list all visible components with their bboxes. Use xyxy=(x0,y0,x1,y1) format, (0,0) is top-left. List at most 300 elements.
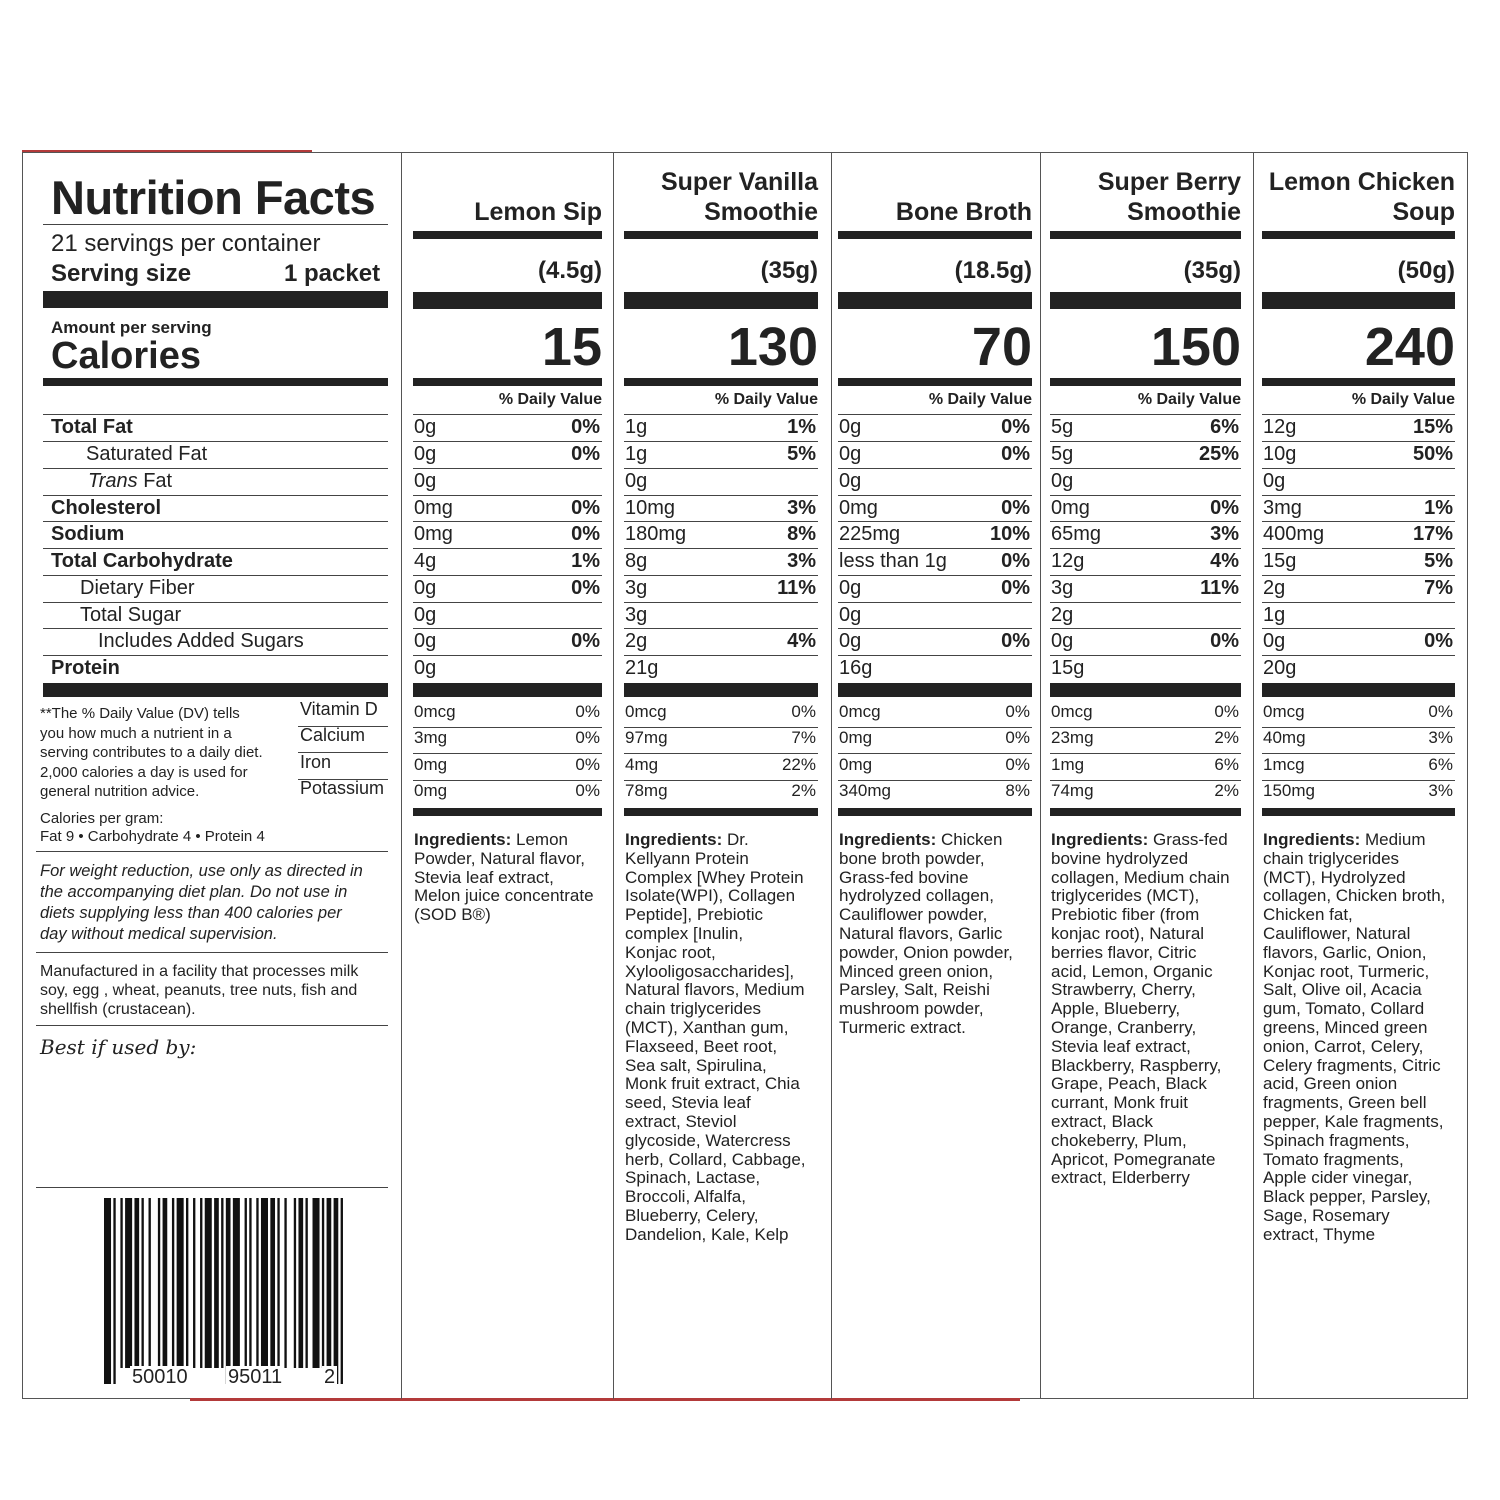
product-2-vitamin-percent: 22% xyxy=(781,755,816,774)
product-4-ingredients-line: chokeberry, Plum, xyxy=(1051,1130,1187,1150)
product-5-amount: 2g xyxy=(1263,577,1286,599)
product-1-protein-rule xyxy=(413,683,602,697)
product-5-name-line-2: Soup xyxy=(1392,198,1455,226)
row-divider xyxy=(43,495,388,496)
product-5-row-divider xyxy=(1262,495,1455,496)
product-4-amount: 0g xyxy=(1051,470,1074,492)
product-1-row-divider xyxy=(413,628,602,629)
row-divider xyxy=(43,655,388,656)
column-divider xyxy=(401,152,402,1399)
product-4-amount: 5g xyxy=(1051,416,1074,438)
product-4-ingredients-line: Strawberry, Cherry, xyxy=(1051,980,1196,1000)
product-4-row-divider xyxy=(1050,575,1241,576)
nutrient-label-total-fat: Total Fat xyxy=(51,416,133,438)
product-3-serving: (18.5g) xyxy=(954,257,1032,284)
product-4-vitamin-percent: 0% xyxy=(1214,702,1239,721)
product-4-ingredients-line: triglycerides (MCT), xyxy=(1051,886,1200,906)
product-2-ingredients xyxy=(625,831,819,1245)
product-2-ingredients-line: complex [Inulin, xyxy=(625,923,744,943)
product-2-row-divider xyxy=(624,548,818,549)
product-4-percent: 25% xyxy=(1198,443,1239,465)
product-3-amount: 0g xyxy=(839,416,862,438)
product-2-ingredients-line: Dandelion, Kale, Kelp xyxy=(625,1224,789,1244)
product-5-row-divider xyxy=(1262,414,1455,415)
product-4-amount: 5g xyxy=(1051,443,1074,465)
product-1-vitamin-amount: 0mg xyxy=(414,781,448,800)
row-divider xyxy=(43,441,388,442)
product-4-percent: 4% xyxy=(1210,550,1239,572)
product-4-vitamin-amount: 1mg xyxy=(1051,755,1085,774)
product-4-ingredients xyxy=(1051,831,1242,1188)
product-5-percent: 15% xyxy=(1412,416,1453,438)
product-4-ingredients-line: Orange, Cranberry, xyxy=(1051,1017,1197,1037)
product-5-vitamin-percent: 3% xyxy=(1428,728,1453,747)
product-4-vitamin-amount: 0mcg xyxy=(1051,702,1093,721)
dv-note-line: you how much a nutrient in a xyxy=(40,724,232,742)
product-1-percent: 1% xyxy=(571,550,600,572)
product-3-name-line-2: Bone Broth xyxy=(895,198,1032,226)
barcode-bar xyxy=(245,1198,247,1368)
product-2-vitamin-amount: 97mg xyxy=(625,728,668,747)
product-5-name-rule xyxy=(1262,231,1455,239)
nutrient-label-saturated-fat: Saturated Fat xyxy=(86,443,208,465)
product-5-amount: 12g xyxy=(1263,416,1297,438)
product-2-amount: 1g xyxy=(625,416,648,438)
product-1-percent: 0% xyxy=(571,630,600,652)
product-5-ingredients-line: Spinach fragments, xyxy=(1263,1130,1410,1150)
product-3-row-divider xyxy=(838,548,1032,549)
barcode-image xyxy=(104,1198,350,1388)
product-2-amount: 3g xyxy=(625,577,648,599)
nutrient-label-includes-added-sugars: Includes Added Sugars xyxy=(98,630,304,652)
allergen-line: Manufactured in a facility that processes milk xyxy=(40,963,359,980)
product-3-calories: 70 xyxy=(971,317,1032,377)
product-2-ingredients-line: Broccoli, Alfalfa, xyxy=(625,1187,746,1207)
product-2-percent: 3% xyxy=(787,550,816,572)
product-2-row-divider xyxy=(624,628,818,629)
product-4-vitamin-rule xyxy=(1050,808,1241,816)
product-1-amount: 0g xyxy=(414,443,437,465)
product-5-ingredients-line: gum, Tomato, Collard xyxy=(1263,999,1425,1019)
product-5-percent: 0% xyxy=(1424,630,1453,652)
product-3-ingredients-line: Minced green onion, xyxy=(839,961,994,981)
product-4-ingredients-line: Stevia leaf extract, xyxy=(1051,1036,1191,1056)
barcode-bar xyxy=(256,1198,258,1368)
product-5-amount: 0g xyxy=(1263,470,1286,492)
product-5-ingredients-line: flavors, Garlic, Onion, xyxy=(1263,942,1427,962)
product-5-ingredients-line: extract, Thyme xyxy=(1263,1224,1376,1244)
product-2-ingredients-line: Complex [Whey Protein xyxy=(625,867,804,887)
product-5-vitamin-rule xyxy=(1262,808,1455,816)
nutrient-label-trans-fat: Trans Fat xyxy=(88,470,173,492)
product-1-amount: 0mg xyxy=(414,497,453,519)
product-5-ingredients-line: chain triglycerides xyxy=(1263,848,1400,868)
divider xyxy=(36,952,388,953)
product-5-serving-rule xyxy=(1262,292,1455,309)
barcode-bar xyxy=(313,1198,320,1368)
barcode-bar xyxy=(200,1198,202,1368)
barcode-bar xyxy=(134,1198,139,1368)
product-2-vitamin-amount: 78mg xyxy=(625,781,668,800)
product-4-vitamin-amount: 23mg xyxy=(1051,728,1094,747)
product-2-amount: 10mg xyxy=(625,497,676,519)
product-1-row-divider xyxy=(413,441,602,442)
barcode-bar xyxy=(120,1198,122,1368)
product-5-amount: 1g xyxy=(1263,604,1286,626)
product-4-percent: 6% xyxy=(1210,416,1239,438)
product-1-ingredients-line: Stevia leaf extract, xyxy=(414,867,554,887)
product-4-amount: 15g xyxy=(1051,657,1085,679)
product-3-amount: 16g xyxy=(839,657,873,679)
product-3-ingredients xyxy=(839,831,1033,1038)
product-3-amount: 0g xyxy=(839,630,862,652)
product-3-row-divider xyxy=(838,414,1032,415)
product-1-ingredients xyxy=(414,831,603,925)
product-4-row-divider xyxy=(1050,521,1241,522)
product-3-percent: 0% xyxy=(1001,630,1030,652)
product-2-percent: 8% xyxy=(787,523,816,545)
product-1-amount: 4g xyxy=(414,550,437,572)
column-divider xyxy=(1040,152,1041,1399)
product-2-ingredients-line: Isolate(WPI), Collagen xyxy=(625,886,796,906)
amount-per-serving: Amount per serving xyxy=(51,318,212,337)
product-4-name-line-1: Super Berry xyxy=(1097,168,1241,196)
thick-divider xyxy=(43,683,388,697)
product-4-ingredients-line: berries flavor, Citric xyxy=(1051,942,1197,962)
product-4-amount: 0g xyxy=(1051,630,1074,652)
barcode-bar xyxy=(186,1198,188,1368)
product-2-row-divider xyxy=(624,521,818,522)
nutrient-label-sodium: Sodium xyxy=(51,523,125,545)
product-5-percent: 17% xyxy=(1412,523,1453,545)
product-2-row-divider xyxy=(624,441,818,442)
product-5-ingredients-line: greens, Minced green xyxy=(1263,1017,1428,1037)
product-5-percent: 1% xyxy=(1424,497,1453,519)
product-3-vitamin-amount: 0mcg xyxy=(839,702,881,721)
product-2-name-line-1: Super Vanilla xyxy=(660,168,818,196)
barcode-bar xyxy=(104,1198,111,1384)
product-3-vitamin-amount: 0mg xyxy=(839,755,873,774)
product-3-percent: 0% xyxy=(1001,497,1030,519)
product-2-dv-header: % Daily Value xyxy=(714,391,818,408)
product-1-name-rule xyxy=(413,231,602,239)
barcode-digits-2: 95011 xyxy=(228,1366,283,1388)
product-2-percent: 11% xyxy=(777,577,816,599)
product-4-row-divider xyxy=(1050,468,1241,469)
barcode-bar xyxy=(113,1198,115,1384)
product-2-row-divider xyxy=(624,468,818,469)
product-4-ingredients-line: extract, Black xyxy=(1051,1111,1154,1131)
dv-note-line: serving contributes to a daily diet. xyxy=(40,744,263,761)
product-4-ingredients-line: acid, Lemon, Organic xyxy=(1051,961,1213,981)
product-3-percent: 0% xyxy=(1001,577,1030,599)
best-if-used-by: Best if used by: xyxy=(40,1035,197,1059)
product-3-row-divider xyxy=(838,575,1032,576)
product-1-ingredients-line: Powder, Natural flavor, xyxy=(414,848,586,868)
barcode-bar xyxy=(163,1198,168,1368)
product-3-ingredients-line: Natural flavors, Garlic xyxy=(839,923,1003,943)
product-3-vitamin-amount: 340mg xyxy=(839,781,891,800)
product-3-ingredients-line: Ingredients: Chicken xyxy=(839,830,1003,849)
product-4-ingredients-line: bovine hydrolyzed xyxy=(1051,848,1189,868)
nutrient-label-dietary-fiber: Dietary Fiber xyxy=(80,577,195,599)
product-4-ingredients-line: extract, Elderberry xyxy=(1051,1168,1190,1188)
product-4-serving-rule xyxy=(1050,292,1241,309)
product-1-ingredients-line: (SOD B®) xyxy=(414,905,491,925)
product-2-vitamin-divider xyxy=(624,753,818,754)
product-4-ingredients-line: konjac root), Natural xyxy=(1051,923,1205,943)
product-3-row-divider xyxy=(838,468,1032,469)
product-2-ingredients-line: Spinach, Lactase, xyxy=(625,1168,761,1188)
product-2-percent: 5% xyxy=(787,443,816,465)
barcode-digits-1: 50010 xyxy=(132,1366,188,1388)
product-2-percent: 1% xyxy=(787,416,816,438)
barcode-bar xyxy=(249,1198,251,1368)
product-3-ingredients-line: Turmeric extract. xyxy=(839,1017,966,1037)
product-3-amount: 0g xyxy=(839,470,862,492)
nutrient-label-cholesterol: Cholesterol xyxy=(51,497,162,519)
product-2-vitamin-percent: 2% xyxy=(791,781,816,800)
product-3-vitamin-percent: 0% xyxy=(1005,755,1030,774)
row-divider xyxy=(43,602,388,603)
divider xyxy=(36,1025,388,1026)
product-1-vitamin-rule xyxy=(413,808,602,816)
product-4-percent: 3% xyxy=(1210,523,1239,545)
product-2-ingredients-line: Flaxseed, Beet root, xyxy=(625,1036,778,1056)
product-5-ingredients-line: fragments, Green bell xyxy=(1263,1093,1427,1113)
product-4-dv-header: % Daily Value xyxy=(1137,391,1241,408)
product-3-amount: 0g xyxy=(839,443,862,465)
barcode-bar xyxy=(284,1198,286,1368)
product-4-ingredients-line: collagen, Medium chain xyxy=(1051,867,1230,887)
product-1-ingredients-line: Ingredients: Lemon xyxy=(414,830,568,849)
product-4-amount: 3g xyxy=(1051,577,1074,599)
product-5-ingredients-line: Cauliflower, Natural xyxy=(1263,923,1411,943)
product-5-ingredients-line: pepper, Kale fragments, xyxy=(1263,1111,1444,1131)
barcode-bar xyxy=(233,1198,240,1368)
product-3-calories-rule xyxy=(838,378,1032,386)
product-1-row-divider xyxy=(413,655,602,656)
product-2-row-divider xyxy=(624,414,818,415)
product-4-amount: 65mg xyxy=(1051,523,1102,545)
product-4-ingredients-line: Prebiotic fiber (from xyxy=(1051,905,1200,925)
barcode-bar xyxy=(322,1198,324,1368)
product-5-vitamin-divider xyxy=(1262,753,1455,754)
product-1-row-divider xyxy=(413,468,602,469)
product-5-ingredients-line: Celery fragments, Citric xyxy=(1263,1055,1441,1075)
product-1-vitamin-amount: 3mg xyxy=(414,728,448,747)
barcode-bar xyxy=(214,1198,219,1368)
weight-note-line: day without medical supervision. xyxy=(40,925,278,943)
product-4-ingredients-line: Apple, Blueberry, xyxy=(1051,999,1181,1019)
column-divider xyxy=(831,152,832,1399)
product-2-percent: 4% xyxy=(787,630,816,652)
product-5-vitamin-amount: 150mg xyxy=(1263,781,1315,800)
product-3-amount: less than 1g xyxy=(839,550,947,572)
product-1-row-divider xyxy=(413,521,602,522)
product-1-vitamin-percent: 0% xyxy=(575,781,600,800)
row-divider xyxy=(43,548,388,549)
product-5-ingredients-line: Salt, Olive oil, Acacia xyxy=(1263,980,1422,1000)
product-5-ingredients-line: Black pepper, Parsley, xyxy=(1263,1187,1431,1207)
product-4-vitamin-amount: 74mg xyxy=(1051,781,1094,800)
product-3-ingredients-line: Cauliflower powder, xyxy=(839,905,988,925)
product-1-amount: 0g xyxy=(414,416,437,438)
product-3-vitamin-percent: 8% xyxy=(1005,781,1030,800)
product-5-vitamin-amount: 1mcg xyxy=(1263,755,1305,774)
column-divider xyxy=(1253,152,1254,1399)
product-5-row-divider xyxy=(1262,602,1455,603)
product-2-vitamin-rule xyxy=(624,808,818,816)
product-4-row-divider xyxy=(1050,628,1241,629)
barcode-bar xyxy=(141,1198,143,1368)
product-3-vitamin-percent: 0% xyxy=(1005,728,1030,747)
product-5-protein-rule xyxy=(1262,683,1455,697)
product-2-amount: 1g xyxy=(625,443,648,465)
barcode-bar xyxy=(298,1198,303,1368)
product-3-vitamin-rule xyxy=(838,808,1032,816)
product-3-ingredients-line: hydrolyzed collagen, xyxy=(839,886,994,906)
product-5-row-divider xyxy=(1262,521,1455,522)
product-4-vitamin-divider xyxy=(1050,753,1241,754)
barcode-bar xyxy=(149,1198,151,1368)
product-5-vitamin-percent: 3% xyxy=(1428,781,1453,800)
product-2-ingredients-line: Konjac root, xyxy=(625,942,716,962)
product-1-vitamin-amount: 0mg xyxy=(414,755,448,774)
product-5-amount: 0g xyxy=(1263,630,1286,652)
product-4-row-divider xyxy=(1050,548,1241,549)
product-2-ingredients-line: extract, Steviol xyxy=(625,1111,737,1131)
product-1-row-divider xyxy=(413,495,602,496)
product-4-vitamin-percent: 2% xyxy=(1214,781,1239,800)
product-1-row-divider xyxy=(413,548,602,549)
product-1-amount: 0g xyxy=(414,604,437,626)
product-1-amount: 0g xyxy=(414,657,437,679)
product-2-ingredients-line: Sea salt, Spirulina, xyxy=(625,1055,767,1075)
product-5-row-divider xyxy=(1262,468,1455,469)
product-5-row-divider xyxy=(1262,441,1455,442)
product-3-row-divider xyxy=(838,495,1032,496)
product-4-vitamin-percent: 2% xyxy=(1214,728,1239,747)
product-5-calories-rule xyxy=(1262,378,1455,386)
dv-note-line: **The % Daily Value (DV) tells xyxy=(40,705,240,722)
product-2-ingredients-line: herb, Collard, Cabbage, xyxy=(625,1149,806,1169)
product-2-calories: 130 xyxy=(727,317,818,377)
product-2-row-divider xyxy=(624,575,818,576)
product-1-serving: (4.5g) xyxy=(537,257,602,284)
product-4-amount: 12g xyxy=(1051,550,1085,572)
product-3-row-divider xyxy=(838,655,1032,656)
product-3-row-divider xyxy=(838,441,1032,442)
weight-note-line: diets supplying less than 400 calories per xyxy=(40,904,342,922)
product-3-ingredients-line: Grass-fed bovine xyxy=(839,867,969,887)
product-5-ingredients-line: Chicken fat, xyxy=(1263,905,1353,925)
accent-line-bottom xyxy=(190,1398,1020,1401)
product-1-vitamin-percent: 0% xyxy=(575,702,600,721)
product-5-dv-header: % Daily Value xyxy=(1351,391,1455,408)
product-2-serving-rule xyxy=(624,292,818,309)
product-5-vitamin-amount: 0mcg xyxy=(1263,702,1305,721)
product-2-ingredients-line: glycoside, Watercress xyxy=(625,1130,791,1150)
barcode-bar xyxy=(158,1198,160,1368)
product-3-name-rule xyxy=(838,231,1032,239)
product-4-row-divider xyxy=(1050,655,1241,656)
product-2-ingredients-line: chain triglycerides xyxy=(625,999,762,1019)
product-5-amount: 400mg xyxy=(1263,523,1325,545)
product-2-ingredients-line: Natural flavors, Medium xyxy=(625,980,805,1000)
row-divider xyxy=(43,414,388,415)
product-5-ingredients-line: Sage, Rosemary xyxy=(1263,1205,1390,1225)
column-divider xyxy=(613,152,614,1399)
nutrition-facts-title: Nutrition Facts xyxy=(51,171,376,224)
product-4-ingredients-line: Blackberry, Raspberry, xyxy=(1051,1055,1222,1075)
product-3-ingredients-line: powder, Onion powder, xyxy=(839,942,1013,962)
product-1-amount: 0g xyxy=(414,470,437,492)
barcode-bar xyxy=(277,1198,279,1368)
product-2-vitamin-amount: 4mg xyxy=(625,755,659,774)
product-2-calories-rule xyxy=(624,378,818,386)
product-2-amount: 8g xyxy=(625,550,648,572)
product-4-ingredients-line: Ingredients: Grass-fed xyxy=(1051,830,1228,849)
product-1-vitamin-divider xyxy=(413,753,602,754)
weight-note-line: the accompanying diet plan. Do not use in xyxy=(40,883,348,901)
product-5-ingredients-line: Konjac root, Turmeric, xyxy=(1263,961,1430,981)
product-4-row-divider xyxy=(1050,495,1241,496)
product-5-amount: 10g xyxy=(1263,443,1297,465)
product-5-ingredients-line: Tomato fragments, xyxy=(1263,1149,1404,1169)
barcode-bar xyxy=(294,1198,296,1368)
product-1-vitamin-percent: 0% xyxy=(575,728,600,747)
product-2-row-divider xyxy=(624,602,818,603)
medium-divider xyxy=(43,378,388,386)
product-3-percent: 0% xyxy=(1001,550,1030,572)
product-3-dv-header: % Daily Value xyxy=(928,391,1032,408)
product-1-percent: 0% xyxy=(571,523,600,545)
calories-per-gram: Calories per gram: xyxy=(40,810,164,827)
product-1-serving-rule xyxy=(413,292,602,309)
barcode-bar xyxy=(205,1198,212,1368)
divider xyxy=(36,1187,388,1188)
product-4-percent: 0% xyxy=(1210,630,1239,652)
nutrient-label-total-carbohydrate: Total Carbohydrate xyxy=(51,550,233,572)
product-1-calories-rule xyxy=(413,378,602,386)
product-1-percent: 0% xyxy=(571,443,600,465)
product-5-vitamin-amount: 40mg xyxy=(1263,728,1306,747)
product-5-row-divider xyxy=(1262,548,1455,549)
product-1-dv-header: % Daily Value xyxy=(498,391,602,408)
barcode-bar xyxy=(226,1198,231,1384)
product-4-ingredients-line: currant, Monk fruit xyxy=(1051,1093,1188,1113)
vitamin-label-calcium: Calcium xyxy=(300,725,366,745)
product-3-amount: 0mg xyxy=(839,497,878,519)
product-3-serving-rule xyxy=(838,292,1032,309)
product-4-row-divider xyxy=(1050,602,1241,603)
product-5-row-divider xyxy=(1262,628,1455,629)
product-2-serving: (35g) xyxy=(760,257,818,284)
product-2-amount: 2g xyxy=(625,630,648,652)
product-2-amount: 0g xyxy=(625,470,648,492)
barcode-bar xyxy=(193,1198,195,1368)
serving-size-label: Serving size xyxy=(51,260,192,287)
barcode-bar xyxy=(341,1198,343,1384)
barcode-bar xyxy=(305,1198,307,1368)
product-3-row-divider xyxy=(838,602,1032,603)
product-4-row-divider xyxy=(1050,441,1241,442)
product-4-row-divider xyxy=(1050,414,1241,415)
barcode-bar xyxy=(261,1198,268,1368)
product-5-ingredients-line: Ingredients: Medium xyxy=(1263,830,1426,849)
row-divider xyxy=(43,628,388,629)
